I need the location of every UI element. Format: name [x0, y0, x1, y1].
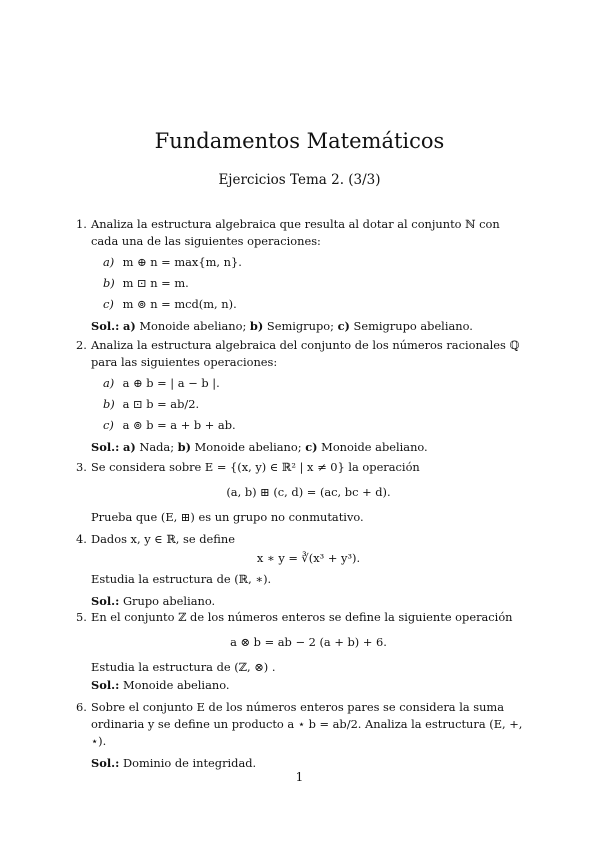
exercise-item: c) m ⊚ n = mcd(m, n).	[103, 297, 237, 311]
exercise-followup: Estudia la estructura de (ℤ, ⊗) .	[91, 660, 276, 674]
exercise-3	[76, 459, 526, 526]
exercise-items	[103, 254, 526, 313]
exercise-1	[76, 216, 526, 335]
exercise-2	[76, 337, 526, 456]
exercise-number: 5.	[76, 610, 87, 624]
exercise-6	[76, 699, 526, 772]
exercise-4	[76, 531, 526, 610]
display-formula: (a, b) ⊞ (c, d) = (ac, bc + d).	[226, 485, 391, 499]
exercise-item: a) m ⊕ n = max{m, n}.	[103, 255, 242, 269]
exercise-text: Analiza la estructura algebraica del conjunto de los números racionales ℚ para las siguientes operaciones:	[91, 338, 520, 369]
display-formula: a ⊗ b = ab − 2 (a + b) + 6.	[230, 635, 387, 649]
solution: Sol.: Dominio de integridad.	[91, 756, 257, 770]
document-title: Fundamentos Matemáticos	[154, 129, 445, 153]
display-formula: x ∗ y = ∛(x³ + y³).	[256, 551, 361, 565]
solution: Sol.: a) Nada; b) Monoide abeliano; c) Monoide abeliano.	[91, 440, 428, 454]
document-subtitle: Ejercicios Tema 2. (3/3)	[218, 172, 381, 188]
exercise-number: 6.	[76, 700, 87, 714]
solution: Sol.: Grupo abeliano.	[91, 594, 216, 608]
exercise-text: Sobre el conjunto E de los números enteros pares se considera la suma ordinaria y se define un producto a ⋆ b = ab/2. Analiza la estructura (E, +, ⋆).	[91, 700, 523, 748]
exercise-number: 4.	[76, 532, 87, 546]
page-number: 1	[295, 770, 304, 784]
exercise-text: Analiza la estructura algebraica que resulta al dotar al conjunto ℕ con cada una de las siguientes operaciones:	[91, 217, 500, 248]
exercise-number: 1.	[76, 217, 87, 231]
exercise-items	[103, 375, 526, 434]
exercise-5	[76, 609, 526, 694]
exercise-followup: Prueba que (E, ⊞) es un grupo no conmutativo.	[91, 510, 364, 524]
solution: Sol.: Monoide abeliano.	[91, 678, 230, 692]
exercise-text: Se considera sobre E = {(x, y) ∈ ℝ² | x ≠ 0} la operación	[91, 460, 420, 474]
exercise-number: 3.	[76, 460, 87, 474]
exercise-item: a) a ⊕ b = | a − b |.	[103, 376, 220, 390]
exercise-text: En el conjunto ℤ de los números enteros se define la siguiente operación	[91, 610, 513, 624]
exercise-text: Dados x, y ∈ ℝ, se define	[91, 532, 235, 546]
exercise-item: c) a ⊚ b = a + b + ab.	[103, 418, 236, 432]
exercise-followup: Estudia la estructura de (ℝ, ∗).	[91, 572, 272, 586]
exercise-item: b) a ⊡ b = ab/2.	[103, 397, 200, 411]
solution: Sol.: a) Monoide abeliano; b) Semigrupo; c) Semigrupo abeliano.	[91, 319, 473, 333]
exercise-number: 2.	[76, 338, 87, 352]
exercise-item: b) m ⊡ n = m.	[103, 276, 189, 290]
